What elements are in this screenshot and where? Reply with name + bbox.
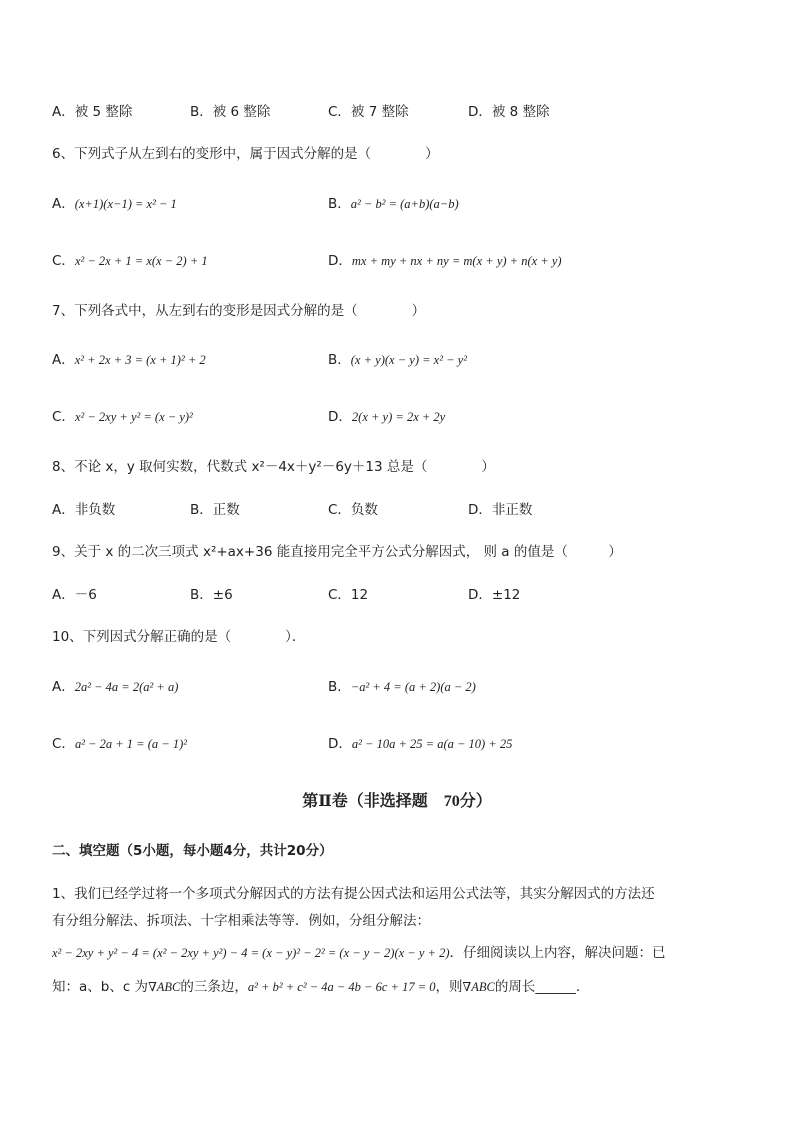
option-label: A． [52, 679, 75, 695]
q7-option-c [52, 405, 193, 425]
q5-option-b: B．被 6 整除 [190, 104, 271, 120]
q7-stem: 7、下列各式中，从左到右的变形是因式分解的是（ ） [52, 303, 426, 319]
q10-option-c [52, 732, 187, 752]
q9-option-b: B．±6 [190, 587, 233, 603]
math-expression: a² − 2a + 1 = (a − 1)² [74, 737, 187, 751]
fill1-line4-text-d: 的周长______． [494, 979, 590, 995]
q6-option-b [328, 192, 459, 212]
q9-stem: 9、关于 x 的二次三项式 x²+ax+36 能直接用完全平方公式分解因式， 则 a 的值是（ ） [52, 544, 622, 560]
option-label: B． [328, 196, 351, 212]
fill1-line2: 有分组分解法、拆项法、十字相乘法等等．例如，分组分解法： [52, 913, 430, 929]
triangle-symbol: ∇ABC [148, 980, 181, 994]
q6-option-d [328, 249, 562, 269]
q9-option-c: C．12 [328, 587, 369, 603]
q7-option-d [328, 405, 445, 425]
triangle-symbol: ∇ABC [462, 980, 495, 994]
fill1-line3-text: ．仔细阅读以上内容，解决问题：已 [449, 945, 666, 961]
math-expression: −a² + 4 = (a + 2)(a − 2) [350, 680, 476, 694]
option-label: B． [328, 679, 351, 695]
option-label: C． [52, 409, 75, 425]
fill1-line4 [52, 975, 589, 995]
option-label: C． [52, 253, 75, 269]
option-label: D． [328, 253, 352, 269]
fill1-line4-text-c: ，则 [435, 979, 463, 995]
math-expression: 2(x + y) = 2x + 2y [351, 410, 446, 424]
q7-option-a [52, 348, 206, 368]
q10-stem: 10、下列因式分解正确的是（ ）． [52, 629, 306, 645]
q6-stem: 6、下列式子从左到右的变形中，属于因式分解的是（ ） [52, 146, 439, 162]
fill1-line4-text-b: 的三条边， [180, 979, 248, 995]
fill1-line4-text-a: 知：a、b、c 为 [52, 979, 149, 995]
math-expression: (x+1)(x−1) = x² − 1 [74, 197, 177, 211]
q9-option-d: D．±12 [468, 587, 521, 603]
math-expression: x² + 2x + 3 = (x + 1)² + 2 [74, 353, 206, 367]
math-expression: a² − 10a + 25 = a(a − 10) + 25 [351, 737, 513, 751]
q6-option-a [52, 192, 177, 212]
fill1-line1: 1、我们已经学过将一个多项式分解因式的方法有提公因式法和运用公式法等，其实分解因式的方法还 [52, 886, 655, 902]
q10-option-d [328, 732, 512, 752]
math-expression: x² − 2xy + y² − 4 = (x² − 2xy + y²) − 4 = (x − y)² − 2² = (x − y − 2)(x − y + 2) [52, 946, 450, 960]
math-expression: x² − 2x + 1 = x(x − 2) + 1 [74, 254, 208, 268]
q6-option-c [52, 249, 208, 269]
option-label: C． [52, 736, 75, 752]
q8-option-d: D．非正数 [468, 502, 533, 518]
q7-option-b [328, 348, 467, 368]
option-label: A． [52, 196, 75, 212]
q5-option-a: A．被 5 整除 [52, 104, 133, 120]
math-expression: x² − 2xy + y² = (x − y)² [74, 410, 193, 424]
option-label: D． [328, 736, 352, 752]
option-label: B． [328, 352, 351, 368]
q8-stem: 8、不论 x，y 取何实数，代数式 x²－4x＋y²－6y＋13 总是（ ） [52, 459, 495, 475]
option-label: D． [328, 409, 352, 425]
math-expression: 2a² − 4a = 2(a² + a) [74, 680, 179, 694]
math-expression: mx + my + nx + ny = m(x + y) + n(x + y) [351, 254, 562, 268]
q5-option-c: C．被 7 整除 [328, 104, 409, 120]
math-expression: a² + b² + c² − 4a − 4b − 6c + 17 = 0 [247, 980, 436, 994]
q8-option-c: C．负数 [328, 502, 378, 518]
q10-option-b [328, 675, 476, 695]
option-label: A． [52, 352, 75, 368]
math-expression: a² − b² = (a+b)(a−b) [350, 197, 459, 211]
math-expression: (x + y)(x − y) = x² − y² [350, 353, 467, 367]
q5-option-d: D．被 8 整除 [468, 104, 550, 120]
q9-option-a: A．－6 [52, 587, 97, 603]
fill1-line3 [52, 941, 666, 961]
section-heading: 二、填空题（5小题，每小题4分，共计20分） [52, 843, 333, 859]
q8-option-a: A．非负数 [52, 502, 116, 518]
q8-option-b: B．正数 [190, 502, 240, 518]
q10-option-a [52, 675, 178, 695]
part-two-title: 第Ⅱ卷（非选择题 70分） [302, 793, 492, 810]
